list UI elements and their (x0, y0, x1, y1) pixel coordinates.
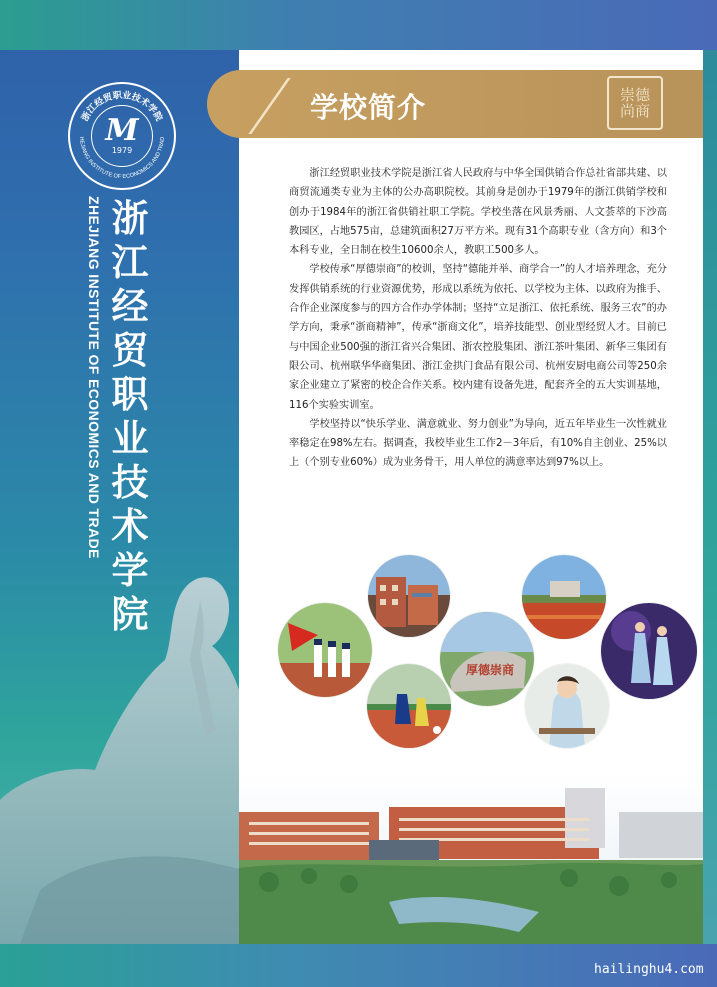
photo-campus-building (368, 555, 450, 637)
svg-text:浙江经贸职业技术学院 (79, 89, 166, 124)
logo-ring-cn: 浙江经贸职业技术学院 (80, 90, 164, 124)
intro-paragraph: 学校传承“厚德崇商”的校训，坚持“德能并举、商学合一”的人才培养理念，充分发挥供销系统的行业资源优势，形成以系统为依托、以学校为主体、以政府为推手、合作企业深度参与的四方合作办学体制；坚持“立足浙江、依托系统、服务三农”的办学方向，秉承“浙商精神”，传承“浙商文化”，培养技能型、创业型经贸人才。目前已与中国企业500强的浙江省兴合集团、浙农控股集团、浙江茶叶集团、新华三集团有限公司、杭州联华华商集团、浙江金拱门食品有限公司、杭州安厨电商公司等250余家企业建立了紧密的校企合作关系。校内建有设备先进，配套齐全的五大实训基地，116个实验实训室。 (289, 264, 667, 411)
photo-flag-ceremony (278, 603, 372, 697)
intro-paragraph: 学校坚持以“快乐学业、满意就业、努力创业”为导向，近五年毕业生一次性就业率稳定在98%左右。据调查，我校毕业生工作2－3年后，有10%自主创业、25%以上（个别专业60%）成为业务骨干，用人单位的满意率达到97%以上。 (289, 418, 667, 469)
photo-tea-ceremony (525, 664, 609, 748)
logo-year: 1979 (111, 146, 133, 155)
right-border-strip (703, 50, 717, 960)
photo-football (367, 664, 451, 748)
photo-farm-field (522, 555, 606, 639)
school-logo (68, 82, 176, 190)
motto-seal (607, 76, 663, 130)
photo-stone-monument (440, 612, 534, 706)
logo-ring-text (70, 84, 174, 188)
campus-panorama (239, 772, 703, 944)
intro-text (289, 164, 667, 473)
seal-text: 崇德尚商 (619, 86, 650, 120)
school-name-vertical-cn: 浙江经贸职业技术学院 (111, 196, 149, 636)
logo-letter: M (105, 113, 139, 148)
stone-inscription: 厚德崇商 (465, 663, 515, 677)
section-title: 学校简介 (310, 91, 427, 124)
top-border-strip (0, 0, 717, 50)
school-name-vertical-en: ZHEJIANG INSTITUTE OF ECONOMICS AND TRADE (86, 196, 102, 559)
intro-paragraph: 浙江经贸职业技术学院是浙江省人民政府与中华全国供销合作总社省部共建、以商贸流通类专业为主体的公办高职院校。其前身是创办于1979年的浙江供销学校和创办于1984年的浙江省供销社职工学院。学校坐落在风景秀丽、人文荟萃的下沙高教园区，占地575亩，总建筑面积27万平方米。现有31个高职专业（含方向）和3个本科专业，全日制在校生10600余人，教职工500多人。 (289, 168, 667, 257)
logo-ring-en: HEJIANG INSTITUTE OF ECONOMICS AND TRAD (77, 136, 167, 181)
photo-dance-performance (601, 603, 697, 699)
watermark-text: hailinghu4.com (594, 962, 704, 977)
